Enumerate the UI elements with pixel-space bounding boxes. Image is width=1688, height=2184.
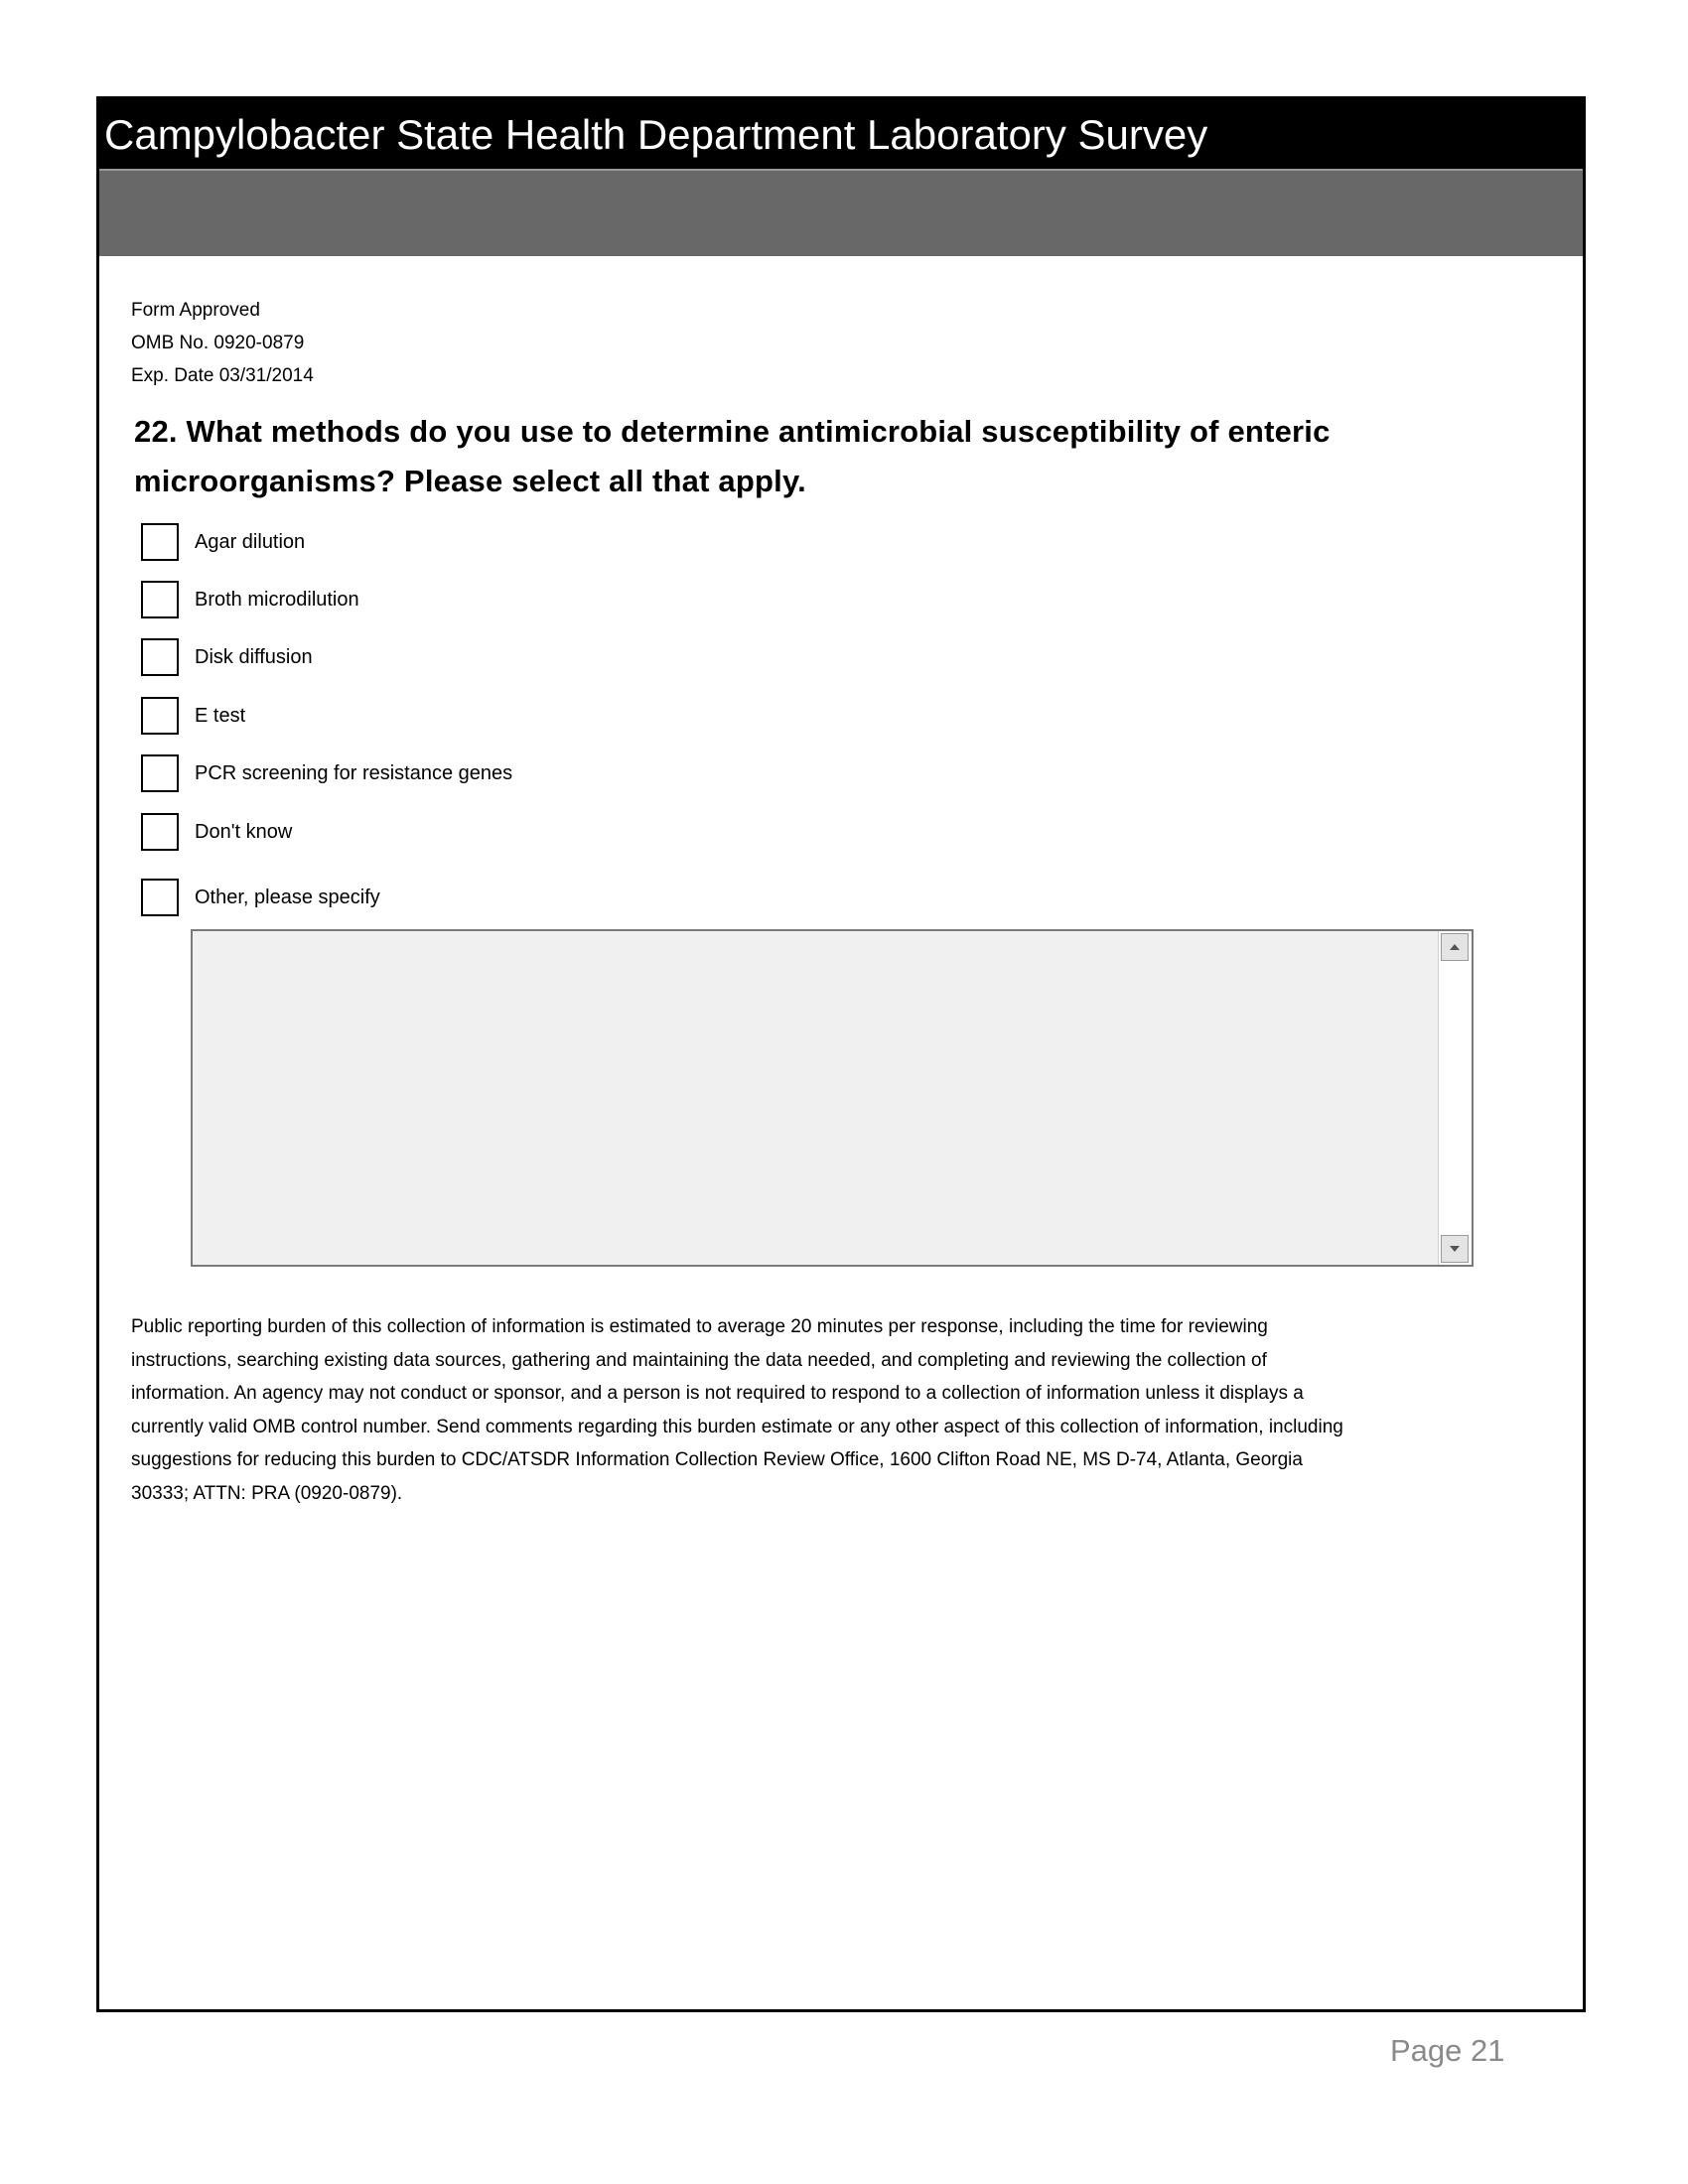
option-disk-diffusion[interactable] bbox=[141, 636, 313, 678]
omb-approval-block bbox=[131, 294, 314, 392]
option-pcr-screening[interactable] bbox=[141, 752, 512, 794]
checkbox[interactable] bbox=[141, 523, 179, 561]
option-dont-know[interactable] bbox=[141, 811, 292, 853]
option-label: Other, please specify bbox=[195, 886, 380, 908]
option-agar-dilution[interactable] bbox=[141, 521, 305, 563]
question-line-1: 22. What methods do you use to determine antimicrobial susceptibility of enteric bbox=[134, 414, 1331, 449]
textarea-scrollbar[interactable] bbox=[1438, 931, 1472, 1265]
checkbox[interactable] bbox=[141, 813, 179, 851]
checkbox[interactable] bbox=[141, 697, 179, 735]
option-label: Broth microdilution bbox=[195, 588, 359, 611]
header-band bbox=[99, 171, 1583, 256]
option-broth-microdilution[interactable] bbox=[141, 579, 359, 620]
omb-number-text: OMB No. 0920-0879 bbox=[131, 333, 305, 353]
question-line-2: microorganisms? Please select all that apply. bbox=[134, 464, 806, 498]
option-label: Agar dilution bbox=[195, 530, 306, 553]
page-number: Page 21 bbox=[1390, 2033, 1505, 2068]
scroll-up-arrow-icon bbox=[1449, 943, 1461, 951]
burden-line-3: information. An agency may not conduct or sponsor, and a person is not required to respond to a collection of information unless it displays a bbox=[131, 1383, 1304, 1404]
scroll-down-arrow-icon bbox=[1449, 1245, 1461, 1253]
question-22 bbox=[134, 407, 1504, 506]
other-specify-textarea[interactable] bbox=[193, 931, 1438, 1265]
checkbox[interactable] bbox=[141, 754, 179, 792]
title-bar bbox=[99, 99, 1583, 171]
option-label: Don't know bbox=[195, 820, 293, 843]
checkbox[interactable] bbox=[141, 581, 179, 618]
option-e-test[interactable] bbox=[141, 695, 245, 737]
burden-statement bbox=[131, 1310, 1561, 1510]
other-specify-box bbox=[191, 929, 1474, 1267]
option-other[interactable] bbox=[141, 877, 380, 918]
burden-line-2: instructions, searching existing data sources, gathering and maintaining the data needed, and completing and reviewing the collection of bbox=[131, 1349, 1267, 1371]
burden-line-4: currently valid OMB control number. Send comments regarding this burden estimate or any other aspect of this collection of information, including bbox=[131, 1416, 1343, 1437]
form-approved-text: Form Approved bbox=[131, 300, 260, 321]
option-label: PCR screening for resistance genes bbox=[195, 761, 513, 784]
option-label: E test bbox=[195, 704, 246, 727]
scroll-down-button[interactable] bbox=[1441, 1235, 1469, 1263]
burden-line-1: Public reporting burden of this collection of information is estimated to average 20 minutes per response, including the time for reviewing bbox=[131, 1316, 1268, 1337]
option-label: Disk diffusion bbox=[195, 645, 313, 668]
burden-line-5: suggestions for reducing this burden to CDC/ATSDR Information Collection Review Office, 1600 Clifton Road NE, MS D-74, Atlanta, Georgia bbox=[131, 1449, 1303, 1470]
survey-title: Campylobacter State Health Department Laboratory Survey bbox=[104, 111, 1208, 158]
expiration-date-text: Exp. Date 03/31/2014 bbox=[131, 365, 314, 386]
burden-line-6: 30333; ATTN: PRA (0920-0879). bbox=[131, 1482, 403, 1504]
scroll-up-button[interactable] bbox=[1441, 933, 1469, 961]
checkbox[interactable] bbox=[141, 638, 179, 676]
survey-page-frame bbox=[96, 96, 1586, 2012]
checkbox[interactable] bbox=[141, 879, 179, 916]
